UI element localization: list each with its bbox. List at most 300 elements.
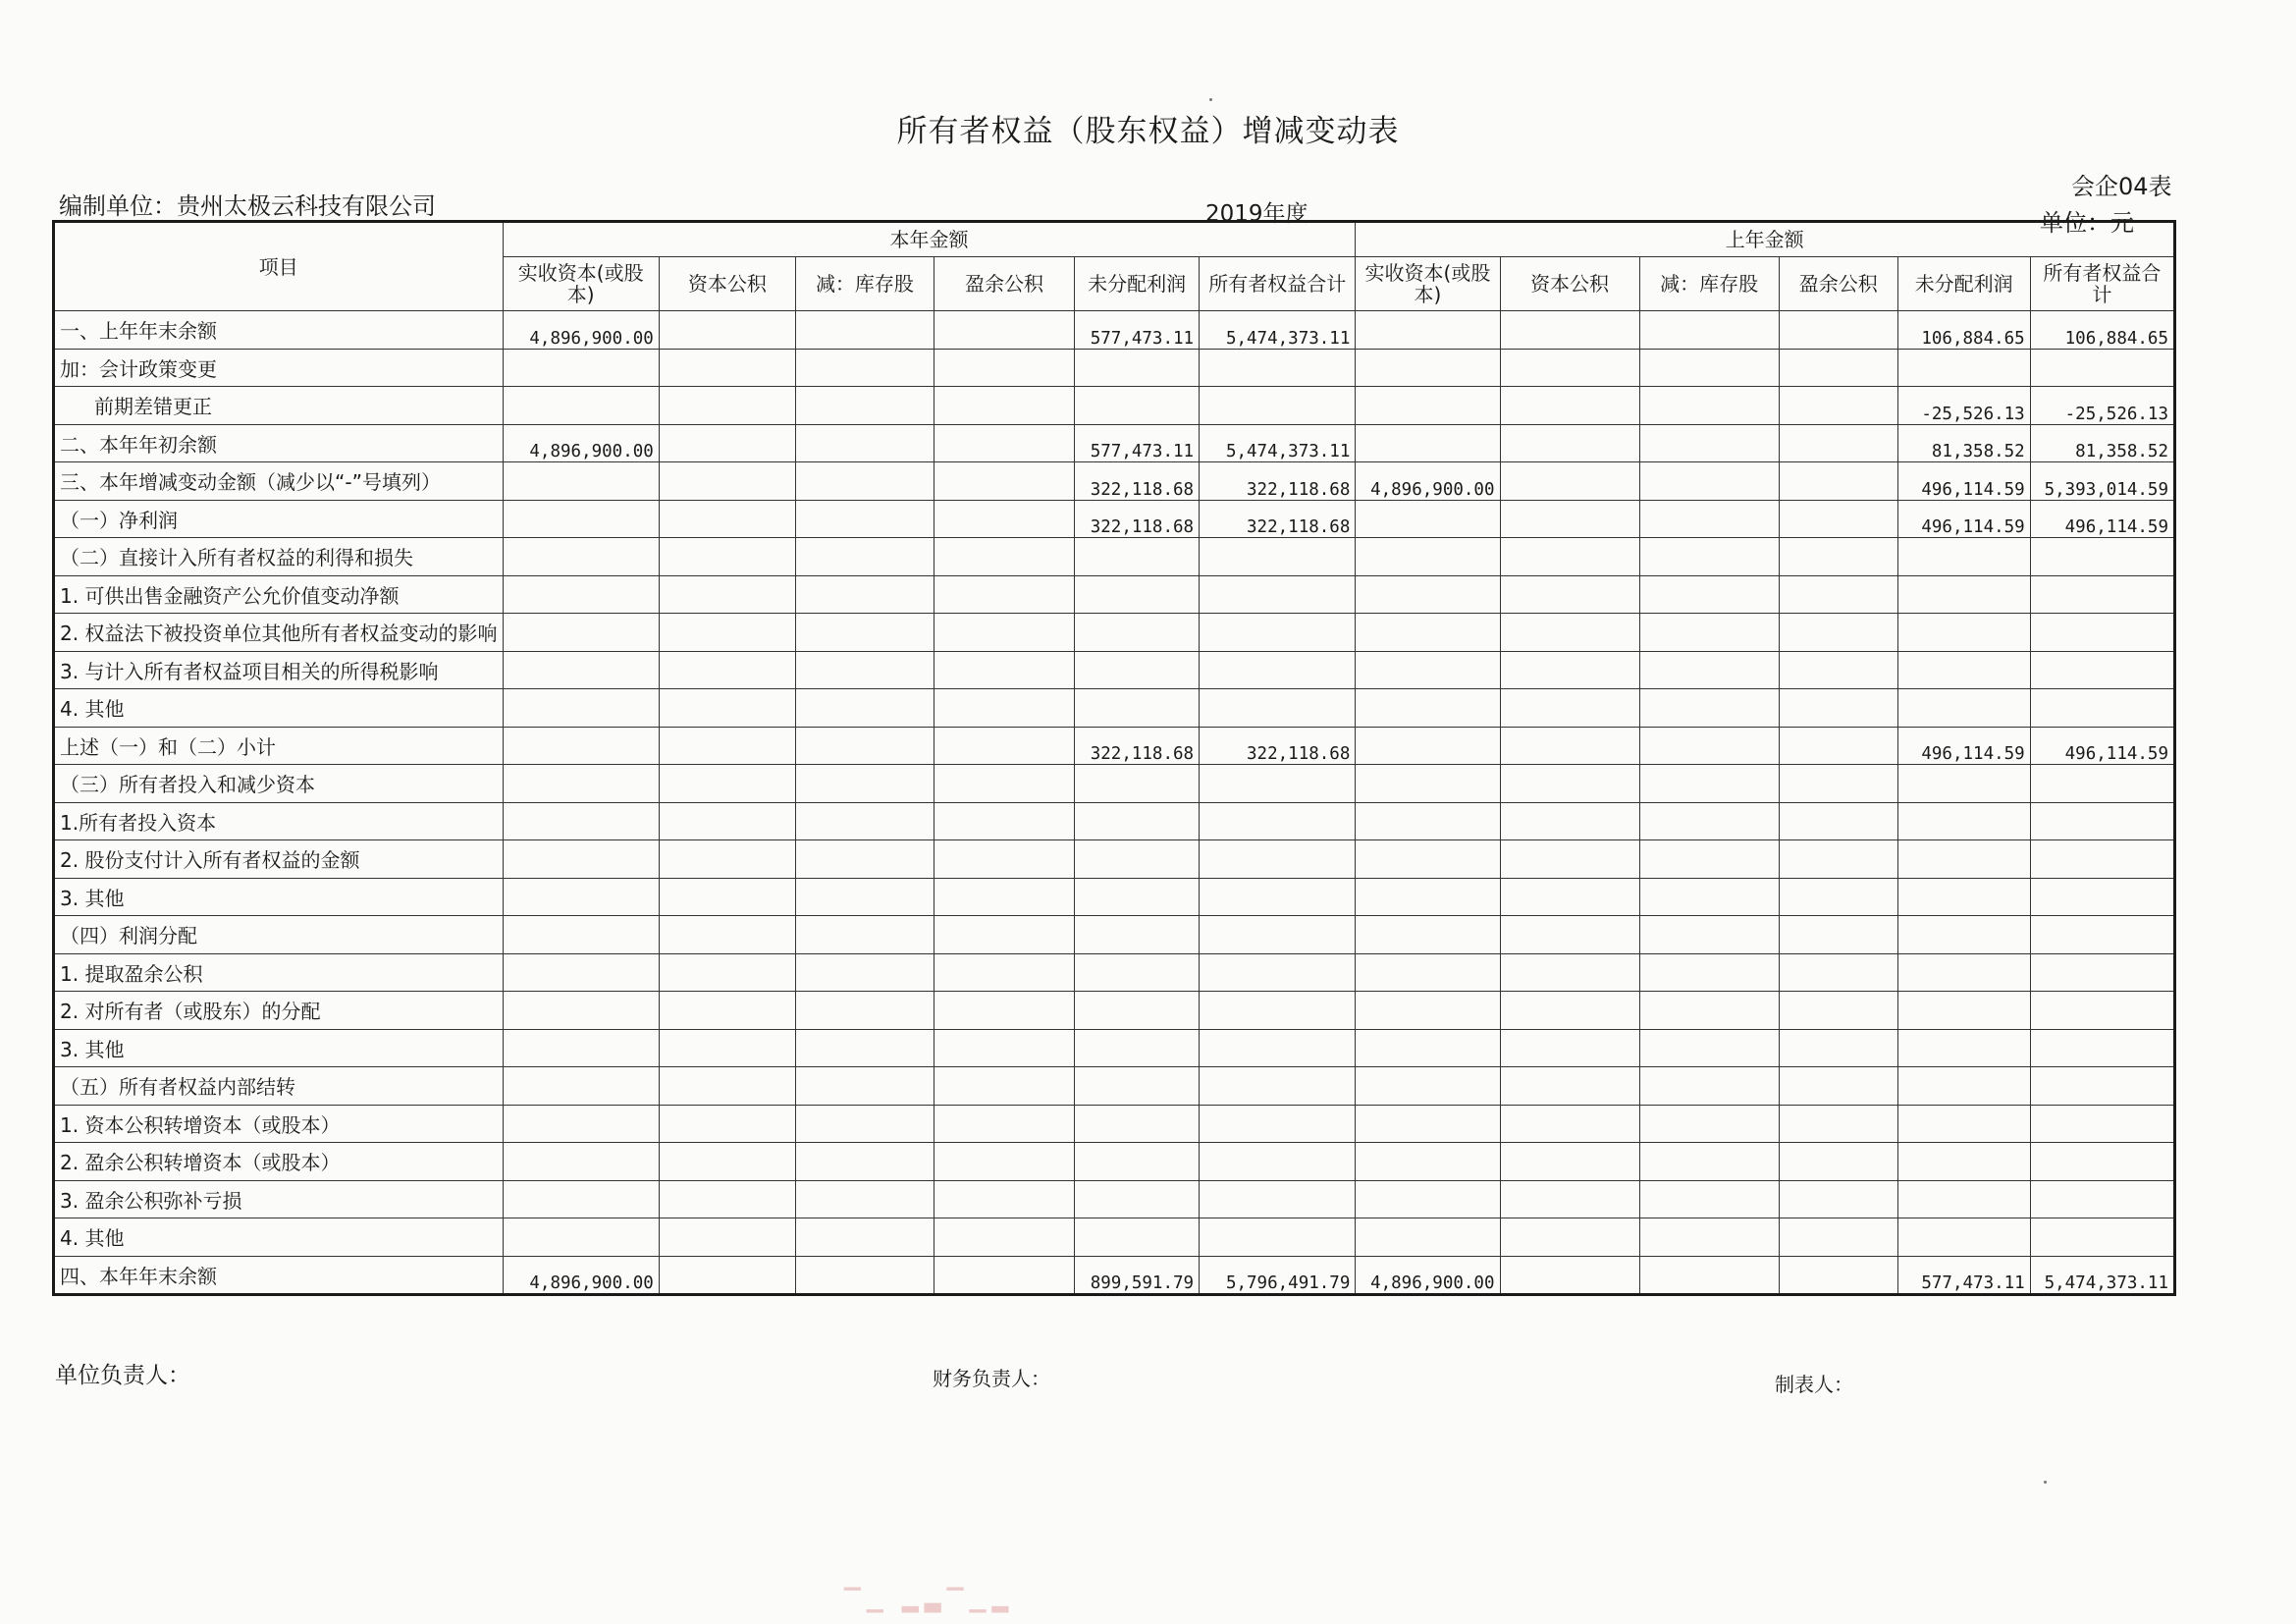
amount-cell: 577,473.11 bbox=[1897, 1256, 2030, 1295]
amount-cell bbox=[934, 500, 1074, 538]
amount-cell bbox=[1356, 878, 1500, 916]
amount-cell bbox=[934, 1029, 1074, 1067]
amount-cell bbox=[1200, 1029, 1356, 1067]
amount-cell bbox=[1897, 802, 2030, 840]
amount-cell bbox=[1779, 614, 1897, 652]
row-label: 3. 其他 bbox=[54, 878, 504, 916]
amount-cell bbox=[659, 992, 795, 1030]
amount-cell bbox=[1779, 575, 1897, 614]
amount-cell bbox=[1075, 349, 1200, 387]
table-row bbox=[54, 1256, 2175, 1295]
amount-cell: 322,118.68 bbox=[1075, 462, 1200, 501]
company-name: 编制单位：贵州太极云科技有限公司 bbox=[59, 192, 436, 220]
prior-column-header-5: 所有者权益合计 bbox=[2030, 257, 2174, 311]
amount-cell bbox=[795, 1256, 934, 1295]
amount-cell bbox=[1356, 424, 1500, 462]
amount-cell: 322,118.68 bbox=[1200, 462, 1356, 501]
table-row bbox=[54, 953, 2175, 992]
prior-column-header-1: 资本公积 bbox=[1500, 257, 1639, 311]
amount-cell bbox=[2030, 575, 2174, 614]
amount-cell bbox=[1500, 916, 1639, 954]
amount-cell bbox=[1897, 953, 2030, 992]
amount-cell bbox=[1075, 614, 1200, 652]
amount-cell bbox=[1639, 1067, 1779, 1106]
amount-cell: -25,526.13 bbox=[1897, 387, 2030, 425]
amount-cell bbox=[1639, 1143, 1779, 1181]
amount-cell bbox=[1075, 387, 1200, 425]
amount-cell bbox=[503, 387, 659, 425]
amount-cell bbox=[1200, 538, 1356, 576]
amount-cell bbox=[1779, 349, 1897, 387]
amount-cell bbox=[934, 1067, 1074, 1106]
scan-speck bbox=[2044, 1481, 2047, 1484]
amount-cell: 577,473.11 bbox=[1075, 311, 1200, 350]
row-label: 上述（一）和（二）小计 bbox=[54, 727, 504, 765]
row-label: 1. 提取盈余公积 bbox=[54, 953, 504, 992]
amount-cell bbox=[1500, 349, 1639, 387]
row-label: （四）利润分配 bbox=[54, 916, 504, 954]
amount-cell bbox=[795, 1218, 934, 1257]
amount-cell bbox=[2030, 1067, 2174, 1106]
amount-cell bbox=[659, 311, 795, 350]
form-code: 会企04表 bbox=[2071, 173, 2172, 200]
amount-cell bbox=[934, 953, 1074, 992]
row-label: 一、上年年末余额 bbox=[54, 311, 504, 350]
amount-cell: 5,796,491.79 bbox=[1200, 1256, 1356, 1295]
amount-cell: 322,118.68 bbox=[1075, 500, 1200, 538]
amount-cell bbox=[503, 840, 659, 879]
amount-cell bbox=[1897, 651, 2030, 689]
amount-cell bbox=[1200, 1218, 1356, 1257]
amount-cell bbox=[503, 916, 659, 954]
amount-cell bbox=[503, 614, 659, 652]
amount-cell bbox=[1897, 878, 2030, 916]
amount-cell bbox=[1897, 614, 2030, 652]
amount-cell bbox=[1500, 311, 1639, 350]
amount-cell bbox=[934, 765, 1074, 803]
current-column-header-3: 盈余公积 bbox=[934, 257, 1074, 311]
amount-cell bbox=[1897, 992, 2030, 1030]
amount-cell bbox=[1356, 1143, 1500, 1181]
amount-cell bbox=[1356, 765, 1500, 803]
amount-cell bbox=[1075, 1029, 1200, 1067]
amount-cell bbox=[1075, 1180, 1200, 1218]
table-row bbox=[54, 1029, 2175, 1067]
amount-cell bbox=[1075, 992, 1200, 1030]
amount-cell bbox=[795, 916, 934, 954]
amount-cell bbox=[659, 1218, 795, 1257]
amount-cell bbox=[1075, 840, 1200, 879]
amount-cell bbox=[795, 1029, 934, 1067]
amount-cell bbox=[659, 1180, 795, 1218]
table-row bbox=[54, 1180, 2175, 1218]
amount-cell: 4,896,900.00 bbox=[1356, 1256, 1500, 1295]
amount-cell bbox=[2030, 1218, 2174, 1257]
amount-cell bbox=[503, 1218, 659, 1257]
prior-column-header-3: 盈余公积 bbox=[1779, 257, 1897, 311]
amount-cell bbox=[1639, 349, 1779, 387]
amount-cell bbox=[659, 387, 795, 425]
table-row bbox=[54, 651, 2175, 689]
amount-cell bbox=[1075, 1218, 1200, 1257]
amount-cell bbox=[1356, 1067, 1500, 1106]
amount-cell bbox=[659, 1256, 795, 1295]
amount-cell bbox=[1639, 1256, 1779, 1295]
row-label: 4. 其他 bbox=[54, 689, 504, 728]
amount-cell: 106,884.65 bbox=[2030, 311, 2174, 350]
amount-cell: 106,884.65 bbox=[1897, 311, 2030, 350]
amount-cell bbox=[1779, 500, 1897, 538]
amount-cell bbox=[1200, 387, 1356, 425]
amount-cell bbox=[1897, 916, 2030, 954]
scan-speck bbox=[1209, 98, 1212, 101]
amount-cell bbox=[659, 689, 795, 728]
amount-cell bbox=[659, 462, 795, 501]
amount-cell bbox=[659, 840, 795, 879]
signature-finance: 财务负责人： bbox=[933, 1367, 1050, 1390]
amount-cell bbox=[1779, 1256, 1897, 1295]
amount-cell bbox=[1639, 1218, 1779, 1257]
amount-cell bbox=[1200, 1067, 1356, 1106]
amount-cell bbox=[1779, 1105, 1897, 1143]
amount-cell bbox=[1500, 462, 1639, 501]
amount-cell bbox=[795, 953, 934, 992]
amount-cell bbox=[795, 802, 934, 840]
amount-cell bbox=[795, 500, 934, 538]
amount-cell: 496,114.59 bbox=[2030, 500, 2174, 538]
amount-cell bbox=[659, 953, 795, 992]
amount-cell bbox=[1500, 387, 1639, 425]
amount-cell bbox=[1897, 538, 2030, 576]
amount-cell bbox=[934, 1105, 1074, 1143]
row-label: （三）所有者投入和减少资本 bbox=[54, 765, 504, 803]
table-row bbox=[54, 1218, 2175, 1257]
amount-cell bbox=[659, 878, 795, 916]
amount-cell bbox=[795, 840, 934, 879]
amount-cell bbox=[795, 462, 934, 501]
amount-cell bbox=[2030, 953, 2174, 992]
amount-cell bbox=[1639, 651, 1779, 689]
stamp-bleed-through: ▔▁ ▂▃▔▁▂ bbox=[844, 1589, 1015, 1613]
current-column-header-2: 减：库存股 bbox=[795, 257, 934, 311]
amount-cell bbox=[1500, 1029, 1639, 1067]
amount-cell bbox=[1075, 916, 1200, 954]
row-label: 前期差错更正 bbox=[54, 387, 504, 425]
amount-cell bbox=[1500, 1143, 1639, 1181]
amount-cell bbox=[1639, 802, 1779, 840]
amount-cell bbox=[1779, 878, 1897, 916]
table-row bbox=[54, 500, 2175, 538]
amount-cell bbox=[503, 727, 659, 765]
amount-cell bbox=[1639, 575, 1779, 614]
amount-cell bbox=[503, 349, 659, 387]
table-row bbox=[54, 992, 2175, 1030]
amount-cell bbox=[934, 614, 1074, 652]
amount-cell bbox=[1779, 1029, 1897, 1067]
amount-cell bbox=[2030, 992, 2174, 1030]
amount-cell bbox=[1200, 349, 1356, 387]
current-year-header: 本年金额 bbox=[503, 222, 1356, 257]
amount-cell bbox=[1897, 349, 2030, 387]
amount-cell bbox=[795, 765, 934, 803]
amount-cell bbox=[659, 575, 795, 614]
amount-cell bbox=[795, 311, 934, 350]
amount-cell bbox=[1356, 727, 1500, 765]
amount-cell bbox=[1779, 311, 1897, 350]
amount-cell bbox=[1639, 689, 1779, 728]
amount-cell bbox=[1897, 765, 2030, 803]
amount-cell bbox=[795, 1067, 934, 1106]
row-label: （一）净利润 bbox=[54, 500, 504, 538]
row-label: 加：会计政策变更 bbox=[54, 349, 504, 387]
amount-cell bbox=[1356, 689, 1500, 728]
amount-cell bbox=[795, 1180, 934, 1218]
amount-cell bbox=[659, 538, 795, 576]
amount-cell bbox=[934, 1180, 1074, 1218]
amount-cell bbox=[1075, 575, 1200, 614]
amount-cell bbox=[1779, 651, 1897, 689]
amount-cell bbox=[1639, 1029, 1779, 1067]
amount-cell bbox=[2030, 1143, 2174, 1181]
amount-cell: 899,591.79 bbox=[1075, 1256, 1200, 1295]
amount-cell bbox=[659, 500, 795, 538]
amount-cell bbox=[1500, 651, 1639, 689]
amount-cell bbox=[934, 689, 1074, 728]
amount-cell bbox=[1779, 953, 1897, 992]
amount-cell bbox=[503, 1105, 659, 1143]
amount-cell: 496,114.59 bbox=[1897, 727, 2030, 765]
amount-cell bbox=[1500, 575, 1639, 614]
amount-cell bbox=[1639, 462, 1779, 501]
amount-cell bbox=[503, 1143, 659, 1181]
table-row bbox=[54, 387, 2175, 425]
amount-cell bbox=[1779, 1218, 1897, 1257]
amount-cell bbox=[934, 1143, 1074, 1181]
amount-cell bbox=[934, 992, 1074, 1030]
table-row bbox=[54, 462, 2175, 501]
amount-cell bbox=[1639, 878, 1779, 916]
table-row bbox=[54, 802, 2175, 840]
row-label: 三、本年增减变动金额（减少以“-”号填列） bbox=[54, 462, 504, 501]
amount-cell bbox=[1500, 840, 1639, 879]
amount-cell bbox=[1639, 992, 1779, 1030]
amount-cell bbox=[1639, 727, 1779, 765]
amount-cell bbox=[659, 727, 795, 765]
amount-cell bbox=[1075, 1105, 1200, 1143]
amount-cell bbox=[1200, 840, 1356, 879]
amount-cell bbox=[934, 840, 1074, 879]
amount-cell bbox=[1500, 500, 1639, 538]
amount-cell bbox=[2030, 765, 2174, 803]
amount-cell: 81,358.52 bbox=[2030, 424, 2174, 462]
prior-column-header-0: 实收资本(或股本) bbox=[1356, 257, 1500, 311]
table-row bbox=[54, 1105, 2175, 1143]
amount-cell bbox=[1500, 953, 1639, 992]
amount-cell bbox=[2030, 1029, 2174, 1067]
amount-cell bbox=[1075, 953, 1200, 992]
row-label: 2. 对所有者（或股东）的分配 bbox=[54, 992, 504, 1030]
amount-cell: 4,896,900.00 bbox=[1356, 462, 1500, 501]
amount-cell bbox=[1779, 462, 1897, 501]
amount-cell bbox=[659, 1029, 795, 1067]
amount-cell bbox=[934, 575, 1074, 614]
amount-cell bbox=[1200, 614, 1356, 652]
row-label: （二）直接计入所有者权益的利得和损失 bbox=[54, 538, 504, 576]
row-label: 二、本年年初余额 bbox=[54, 424, 504, 462]
amount-cell bbox=[934, 651, 1074, 689]
amount-cell bbox=[1639, 765, 1779, 803]
amount-cell bbox=[1779, 689, 1897, 728]
amount-cell bbox=[1779, 387, 1897, 425]
amount-cell: 4,896,900.00 bbox=[503, 424, 659, 462]
amount-cell: 496,114.59 bbox=[1897, 462, 2030, 501]
equity-changes-table bbox=[52, 220, 2176, 1296]
page-title: 所有者权益（股东权益）增减变动表 bbox=[896, 114, 1400, 149]
table-row bbox=[54, 765, 2175, 803]
amount-cell bbox=[1500, 1256, 1639, 1295]
amount-cell bbox=[1500, 614, 1639, 652]
amount-cell: 322,118.68 bbox=[1200, 500, 1356, 538]
amount-cell bbox=[1897, 1180, 2030, 1218]
amount-cell bbox=[1500, 802, 1639, 840]
amount-cell bbox=[1356, 1218, 1500, 1257]
row-label: 3. 盈余公积弥补亏损 bbox=[54, 1180, 504, 1218]
amount-cell bbox=[503, 992, 659, 1030]
amount-cell bbox=[1500, 424, 1639, 462]
amount-cell bbox=[795, 1105, 934, 1143]
amount-cell bbox=[659, 1143, 795, 1181]
amount-cell bbox=[795, 614, 934, 652]
amount-cell bbox=[795, 1143, 934, 1181]
amount-cell bbox=[1500, 727, 1639, 765]
amount-cell bbox=[503, 765, 659, 803]
amount-cell bbox=[1500, 538, 1639, 576]
amount-cell: 5,474,373.11 bbox=[1200, 424, 1356, 462]
amount-cell bbox=[503, 575, 659, 614]
amount-cell bbox=[503, 802, 659, 840]
amount-cell bbox=[934, 349, 1074, 387]
current-column-header-1: 资本公积 bbox=[659, 257, 795, 311]
amount-cell: 81,358.52 bbox=[1897, 424, 2030, 462]
amount-cell bbox=[2030, 1180, 2174, 1218]
amount-cell bbox=[1897, 840, 2030, 879]
amount-cell bbox=[1897, 1218, 2030, 1257]
amount-cell bbox=[1500, 1180, 1639, 1218]
amount-cell bbox=[659, 349, 795, 387]
amount-cell bbox=[1356, 349, 1500, 387]
currency-unit: 单位：元 bbox=[2040, 209, 2134, 237]
amount-cell bbox=[659, 916, 795, 954]
row-label: 2. 股份支付计入所有者权益的金额 bbox=[54, 840, 504, 879]
amount-cell bbox=[503, 953, 659, 992]
amount-cell bbox=[503, 1067, 659, 1106]
amount-cell bbox=[1356, 614, 1500, 652]
amount-cell bbox=[1075, 1143, 1200, 1181]
amount-cell bbox=[795, 878, 934, 916]
amount-cell bbox=[1779, 802, 1897, 840]
amount-cell bbox=[795, 349, 934, 387]
amount-cell bbox=[2030, 349, 2174, 387]
amount-cell bbox=[2030, 840, 2174, 879]
amount-cell bbox=[2030, 878, 2174, 916]
signature-preparer: 制表人： bbox=[1775, 1373, 1853, 1396]
amount-cell bbox=[1200, 689, 1356, 728]
amount-cell bbox=[1356, 575, 1500, 614]
amount-cell bbox=[2030, 1105, 2174, 1143]
amount-cell bbox=[934, 387, 1074, 425]
amount-cell bbox=[1897, 1143, 2030, 1181]
amount-cell bbox=[1779, 840, 1897, 879]
amount-cell bbox=[1356, 802, 1500, 840]
amount-cell bbox=[1356, 311, 1500, 350]
amount-cell bbox=[1356, 1180, 1500, 1218]
amount-cell bbox=[1897, 1029, 2030, 1067]
amount-cell bbox=[1897, 689, 2030, 728]
amount-cell bbox=[1200, 953, 1356, 992]
amount-cell bbox=[934, 462, 1074, 501]
amount-cell bbox=[934, 311, 1074, 350]
amount-cell bbox=[1075, 878, 1200, 916]
amount-cell: 5,474,373.11 bbox=[1200, 311, 1356, 350]
amount-cell bbox=[1200, 802, 1356, 840]
amount-cell bbox=[503, 1180, 659, 1218]
amount-cell: 5,393,014.59 bbox=[2030, 462, 2174, 501]
amount-cell bbox=[1639, 916, 1779, 954]
amount-cell bbox=[1639, 424, 1779, 462]
amount-cell bbox=[1779, 916, 1897, 954]
amount-cell: 322,118.68 bbox=[1075, 727, 1200, 765]
amount-cell bbox=[1639, 953, 1779, 992]
amount-cell bbox=[1075, 538, 1200, 576]
amount-cell: 496,114.59 bbox=[2030, 727, 2174, 765]
current-column-header-4: 未分配利润 bbox=[1075, 257, 1200, 311]
amount-cell bbox=[1897, 1105, 2030, 1143]
amount-cell bbox=[1075, 1067, 1200, 1106]
amount-cell bbox=[503, 689, 659, 728]
amount-cell bbox=[2030, 651, 2174, 689]
amount-cell bbox=[1639, 311, 1779, 350]
amount-cell bbox=[1639, 500, 1779, 538]
amount-cell bbox=[1779, 538, 1897, 576]
amount-cell bbox=[1779, 1180, 1897, 1218]
amount-cell bbox=[503, 538, 659, 576]
amount-cell bbox=[1200, 1143, 1356, 1181]
amount-cell bbox=[1356, 1105, 1500, 1143]
amount-cell bbox=[1356, 651, 1500, 689]
table-row bbox=[54, 840, 2175, 879]
amount-cell bbox=[1500, 1218, 1639, 1257]
table-row bbox=[54, 349, 2175, 387]
amount-cell bbox=[503, 1029, 659, 1067]
prior-column-header-4: 未分配利润 bbox=[1897, 257, 2030, 311]
row-label: 4. 其他 bbox=[54, 1218, 504, 1257]
amount-cell bbox=[1639, 840, 1779, 879]
amount-cell bbox=[1200, 878, 1356, 916]
amount-cell bbox=[795, 689, 934, 728]
amount-cell: 4,896,900.00 bbox=[503, 1256, 659, 1295]
amount-cell bbox=[1500, 689, 1639, 728]
amount-cell bbox=[1356, 840, 1500, 879]
row-label: （五）所有者权益内部结转 bbox=[54, 1067, 504, 1106]
amount-cell bbox=[2030, 916, 2174, 954]
table-row bbox=[54, 727, 2175, 765]
amount-cell bbox=[795, 424, 934, 462]
amount-cell bbox=[1500, 992, 1639, 1030]
table-row bbox=[54, 916, 2175, 954]
amount-cell bbox=[1200, 651, 1356, 689]
amount-cell bbox=[659, 424, 795, 462]
amount-cell bbox=[659, 1067, 795, 1106]
